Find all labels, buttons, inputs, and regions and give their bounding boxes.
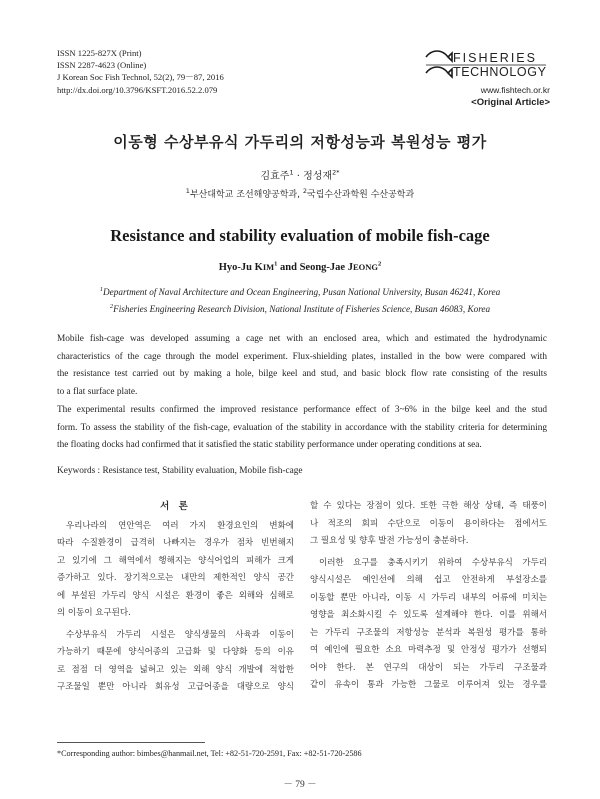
body-line: 양식시설은 예인선에 의해 쉽고 안전하게 부설장소를: [310, 575, 547, 585]
abstract-line: the floating docks had confirmed that it satisfied the static stability performance under operating conditions at sea.: [57, 440, 482, 451]
abstract-line: to a flat surface plate.: [57, 387, 138, 398]
body-line: 이동할 뿐만 아니라, 이동 시 가두리 내부의 어류에 미치는: [310, 592, 547, 603]
article-type-label: <Original Article>: [471, 97, 550, 108]
author-2-last-cap: J: [347, 262, 353, 273]
journal-metadata: [57, 47, 224, 96]
abstract-line: characteristics of the cage through the model experiment. Flux-shielding plates, installed in the bow were compared with: [57, 351, 547, 362]
logo-line-technology: TECHNOLOGY: [453, 65, 547, 79]
body-line: 로 점점 더 영역을 넓혀고 있는 외해 양식 개발에 적합한: [57, 664, 294, 675]
author-1-ko-sup: 1: [289, 168, 294, 177]
body-line: 이러한 요구를 충족시키기 위하여 수상부유식 가두리: [319, 557, 547, 568]
logo-line-fisheries: FISHERIES: [453, 51, 537, 65]
affiliation-english-1: [0, 287, 600, 297]
author-2-ko-sup: 2*: [332, 168, 340, 177]
page-number: － 79 －: [283, 780, 317, 790]
abstract-line: the resistance test carried out by making a hole, bilge keel and stud, and basic block flow rate consisting of the results: [57, 369, 547, 380]
affil-en-2-sup: 2: [109, 302, 114, 310]
citation: J Korean Soc Fish Technol, 52(2), 79－87, 2016: [57, 72, 224, 83]
footnote-divider: [57, 742, 205, 743]
section-heading-introduction: 서 론: [160, 501, 191, 512]
affil-en-2-text: Fisheries Engineering Research Division, National Institute of Fisheries Science, Busan 46083, Korea: [113, 304, 491, 314]
body-line: 고 있기에 그 해역에서 행해지는 양식어업의 피해가 크게: [57, 555, 294, 566]
author-1-first: Hyo-Ju: [218, 262, 255, 273]
body-line: 같이 유속이 통과 가능한 그물로 이루어져 있는 경우를: [310, 680, 547, 690]
abstract-line: Mobile fish-cage was developed assuming a cage net with an enclosed area, which and estimated the hydrodynamic: [57, 334, 547, 344]
journal-url[interactable]: www.fishtech.or.kr: [480, 85, 550, 95]
body-column-right: [310, 498, 547, 695]
doi-link[interactable]: http://dx.doi.org/10.3796/KSFT.2016.52.2.079: [57, 84, 218, 95]
body-line: 여 예인에 필요한 소요 마력추정 및 안정성 평가가 선행되: [310, 645, 547, 655]
body-line: 는 가두리 구조물의 저항성능 분석과 복원성 평가를 통하: [310, 627, 547, 638]
author-1-en-sup: 1: [274, 260, 278, 268]
affil-ko-1-sup: 1: [185, 187, 190, 195]
author-2-en-sup: 2: [378, 260, 382, 268]
title-korean: 이동형 수상부유식 가두리의 저항성능과 복원성능 평가: [113, 133, 487, 151]
body-line: 따라 수질환경이 급격히 나빠지는 경우가 점차 빈번해지: [57, 538, 294, 548]
affil-ko-1: 부산대학교 조선해양공학과,: [189, 190, 303, 200]
body-line: 그 필요성 및 향후 발전 가능성이 충분하다.: [310, 536, 469, 546]
author-2-ko: 정성재: [303, 171, 333, 182]
body-line: 나 적조의 회피 수단으로 이동이 용이하다는 점에서도: [310, 518, 547, 529]
body-line: 어야 한다. 본 연구의 대상이 되는 가두리 구조물과: [310, 662, 547, 673]
affil-ko-2: 국립수산과학원 수산공학과: [307, 190, 415, 200]
body-line: 의 이동이 요구된다.: [57, 608, 131, 618]
affil-en-1-text: Department of Naval Architecture and Ocean Engineering, Pusan National University, Busan 46241, Korea: [103, 287, 501, 297]
body-line: 수상부유식 가두리 시설은 양식생물의 사육과 이동이: [66, 629, 294, 640]
body-line: 할 수 있다는 장점이 있다. 또한 극한 해상 상태, 즉 태풍이: [310, 501, 547, 511]
author-2-last-rest: EONG: [352, 262, 378, 272]
affiliation-english-2: [0, 304, 600, 314]
journal-logo-text: [453, 52, 547, 79]
issn-online: ISSN 2287-4623 (Online): [57, 60, 147, 71]
authors-korean: [0, 167, 600, 182]
author-1-ko: 김효주: [260, 171, 290, 182]
abstract-line: form. To assess the stability of the fish-cage, evaluation of the stability in accordance with the stability criteria for determining: [57, 422, 547, 433]
body-line: 우리나라의 연안역은 여러 가지 환경요인의 변화에: [66, 520, 294, 531]
body-line: 에 부설된 가두리 양식 시설은 환경이 좋은 외해와 심해로: [57, 590, 294, 601]
affil-ko-2-sup: 2: [302, 187, 307, 195]
authors-english: [0, 262, 600, 273]
abstract-line: The experimental results confirmed the improved resistance performance effect of 3~6% in the bilge keel and the stud: [57, 404, 547, 415]
corresponding-author-footnote: *Corresponding author: bimbes@hanmail.net, Tel: +82-51-720-2591, Fax: +82-51-720-2586: [57, 749, 362, 758]
body-line: 가능하기 때문에 양식어종의 고급화 및 다양화 등의 이유: [57, 647, 294, 657]
body-column-left: [57, 498, 294, 697]
author-1-last-rest: IM: [262, 262, 275, 272]
abstract: [57, 331, 547, 455]
body-line: 구조물일 뿐만 아니라 회유성 고급어종을 대량으로 양식: [57, 682, 294, 692]
author-separator: ·: [293, 171, 304, 182]
author-and: and: [277, 262, 300, 273]
issn-print: ISSN 1225-827X (Print): [57, 48, 142, 58]
affiliations-korean: [0, 187, 600, 200]
author-1-last-cap: K: [254, 262, 263, 273]
body-line: 증가하고 있다. 장기적으로는 내만의 제한적인 양식 공간: [57, 573, 294, 583]
title-english: Resistance and stability evaluation of mobile fish-cage: [110, 226, 490, 245]
keywords: Keywords : Resistance test, Stability evaluation, Mobile fish-cage: [57, 466, 303, 476]
body-line: 영향을 최소화시킬 수 있도록 설계해야 한다. 이를 위해서: [310, 610, 547, 620]
author-2-first: Seong-Jae: [299, 262, 348, 273]
affil-en-1-sup: 1: [99, 285, 104, 293]
